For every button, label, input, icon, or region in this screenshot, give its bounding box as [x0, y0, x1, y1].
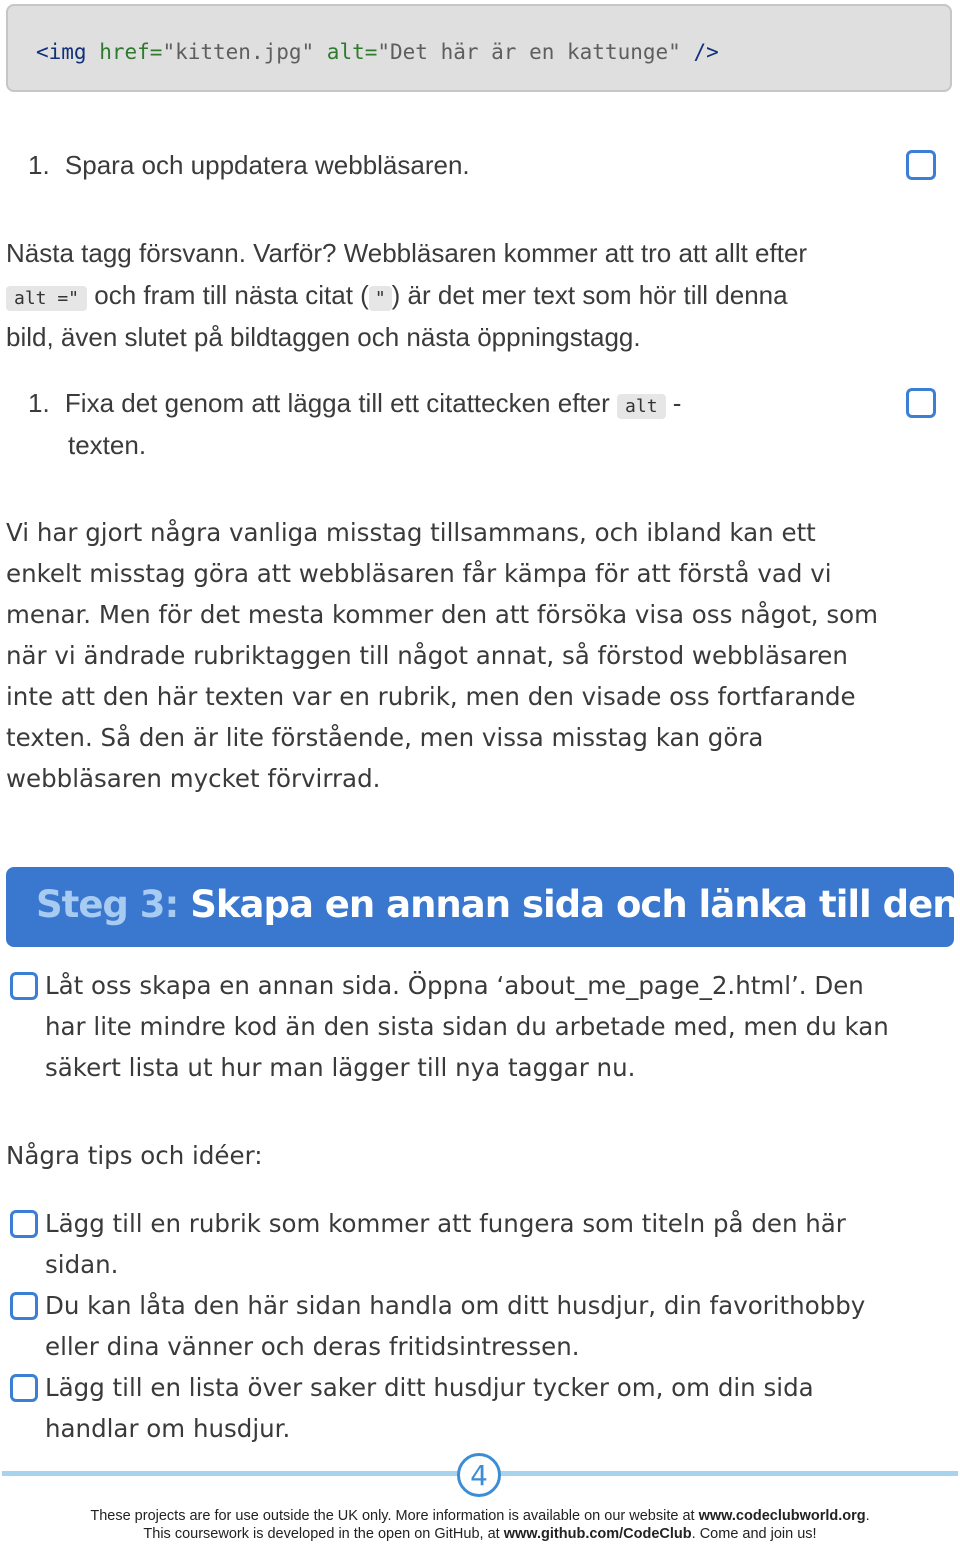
footer-line-2	[0, 1526, 960, 1542]
code-attr-href: href=	[86, 40, 163, 64]
footer-link-github[interactable]: www.github.com/CodeClub	[503, 1526, 692, 1542]
para-1-line-1: Nästa tagg försvann. Varför? Webbläsaren kommer att tro att allt efter	[6, 238, 808, 268]
para-2-line-1: Vi har gjort några vanliga misstag tillsammans, och ibland kan ett	[6, 518, 816, 547]
step-2	[28, 388, 681, 419]
step-heading	[36, 883, 958, 926]
step-heading-bar	[6, 867, 958, 947]
step-2-number: 1.	[28, 388, 50, 418]
para-2-line-3: menar. Men för det mesta kommer den att försöka visa oss något, som	[6, 600, 878, 629]
task-1-line-3: säkert lista ut hur man lägger till nya taggar nu.	[45, 1053, 636, 1082]
para-2-line-5: inte att den här texten var en rubrik, men den visade oss fortfarande	[6, 682, 856, 711]
code-value-href: "kitten.jpg"	[162, 40, 315, 64]
para-2-line-2: enkelt misstag göra att webbläsaren får kämpa för att förstå vad vi	[6, 559, 832, 588]
footer-line-2-end: . Come and join us!	[691, 1526, 817, 1542]
tip-3-line-1: Lägg till en lista över saker ditt husdjur tycker om, om din sida	[45, 1373, 814, 1402]
footer-line-2-text: This coursework is developed in the open on GitHub, at	[143, 1526, 504, 1542]
code-tag-open: <img	[36, 40, 87, 64]
tip-1-checkbox[interactable]	[10, 1210, 38, 1238]
task-1-line-1: Låt oss skapa en annan sida. Öppna ‘about_me_page_2.html’. Den	[45, 971, 864, 1000]
para-2-line-6: texten. Så den är lite förstående, men vissa misstag kan göra	[6, 723, 764, 752]
para-1-line-2-a: och fram till nästa citat (	[94, 280, 369, 310]
tip-1-line-2: sidan.	[45, 1250, 119, 1279]
step-1-number: 1.	[28, 150, 50, 180]
footer-link-codeclubworld[interactable]: www.codeclubworld.org	[698, 1508, 866, 1524]
task-1-line-2: har lite mindre kod än den sista sidan du arbetade med, men du kan	[45, 1012, 889, 1041]
footer-line-1	[0, 1508, 960, 1524]
step-2-line-2: texten.	[68, 430, 147, 460]
step-heading-title: Skapa en annan sida och länka till den	[190, 883, 958, 926]
code-value-alt: "Det här är en kattunge"	[377, 40, 681, 64]
tips-heading: Några tips och idéer:	[6, 1141, 263, 1170]
inline-code-quote: "	[369, 286, 392, 311]
inline-code-alt: alt	[617, 394, 666, 419]
tip-3-line-2: handlar om husdjur.	[45, 1414, 291, 1443]
step-1-text: Spara och uppdatera webbläsaren.	[64, 150, 470, 180]
tip-3-checkbox[interactable]	[10, 1374, 38, 1402]
para-1-line-3: bild, även slutet på bildtaggen och nästa öppningstagg.	[6, 322, 641, 352]
step-2-checkbox[interactable]	[906, 388, 936, 418]
code-example-box	[6, 4, 952, 92]
tip-1-line-1: Lägg till en rubrik som kommer att fungera som titeln på den här	[45, 1209, 846, 1238]
code-example-line	[36, 40, 719, 64]
tip-2-checkbox[interactable]	[10, 1292, 38, 1320]
step-1	[28, 150, 470, 181]
code-attr-alt: alt=	[314, 40, 378, 64]
para-1-line-2-b: ) är det mer text som hör till denna	[391, 280, 788, 310]
step-2-text: Fixa det genom att lägga till ett citattecken efter	[64, 388, 610, 418]
tip-2-line-2: eller dina vänner och deras fritidsintressen.	[45, 1332, 580, 1361]
task-1-checkbox[interactable]	[10, 972, 38, 1000]
footer-line-1-end: .	[865, 1508, 870, 1524]
para-2-line-7: webbläsaren mycket förvirrad.	[6, 764, 381, 793]
footer-line-1-text: These projects are for use outside the UK only. More information is available on our website at	[90, 1508, 699, 1524]
step-heading-label: Steg 3:	[36, 883, 179, 926]
step-1-checkbox[interactable]	[906, 150, 936, 180]
para-1-line-2	[6, 280, 788, 311]
tip-2-line-1: Du kan låta den här sidan handla om ditt husdjur, din favorithobby	[45, 1291, 866, 1320]
inline-code-alt-quote: alt ="	[6, 286, 87, 311]
para-2-line-4: när vi ändrade rubriktaggen till något annat, så förstod webbläsaren	[6, 641, 848, 670]
page-number: 4	[457, 1453, 501, 1497]
step-2-text-dash: -	[665, 388, 682, 418]
code-tag-close: />	[680, 40, 719, 64]
